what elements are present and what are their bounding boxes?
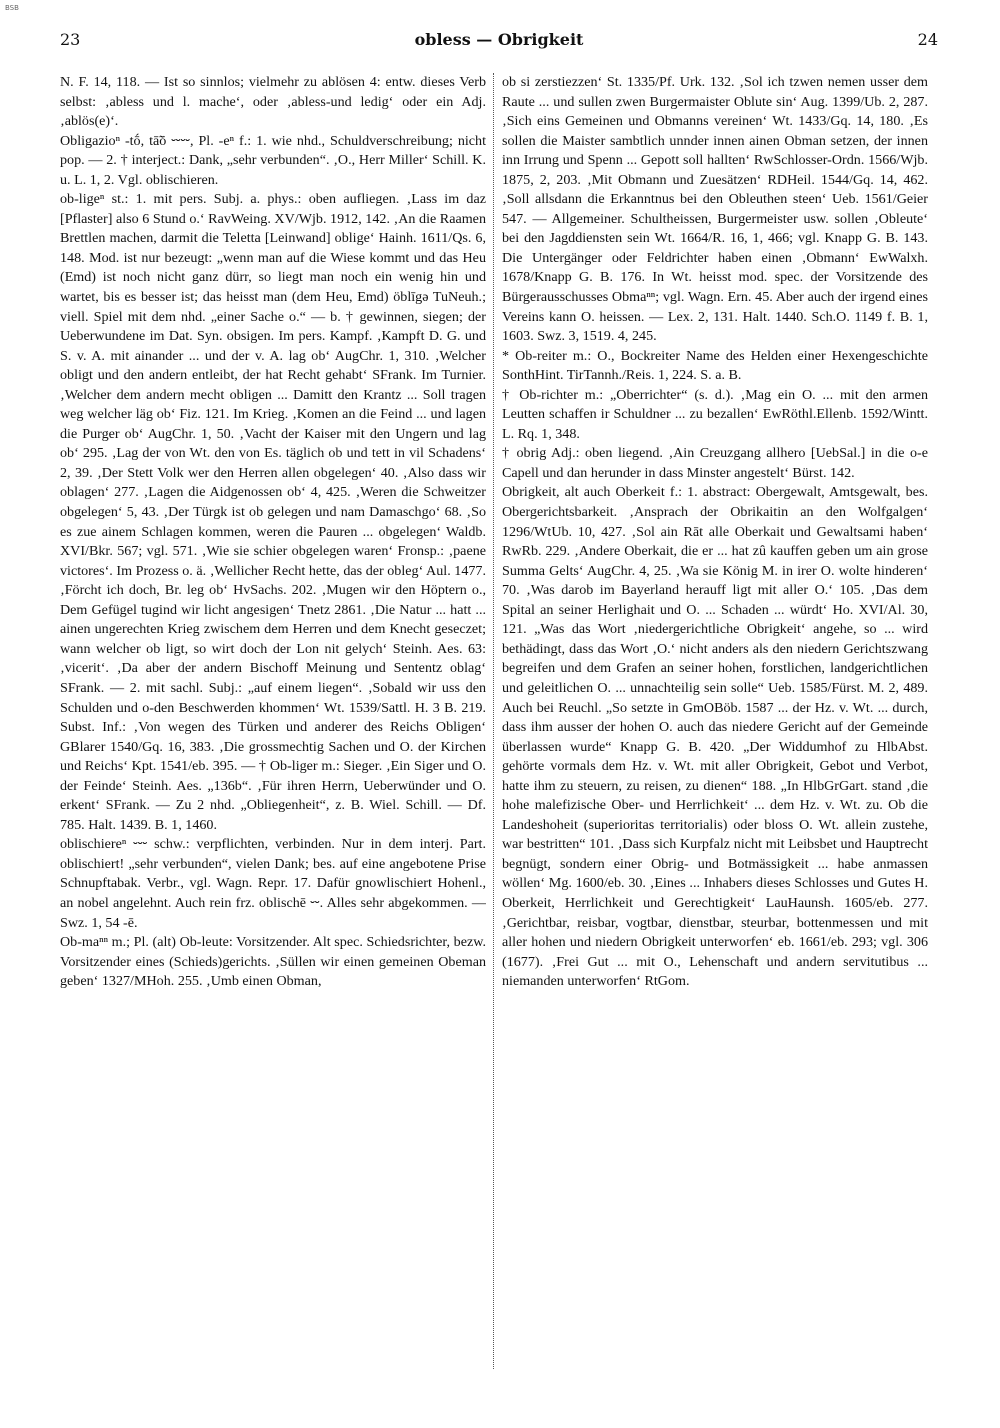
entry-obless-continuation: N. F. 14, 118. — Ist so sinnlos; vielmehr zu ablösen 4: entw. dieses Verb selbst: ‚abless und l. mache‘, oder ‚abless-und ledig‘ oder ein Adj. ‚ablös(e)‘.	[60, 74, 486, 130]
entry-ob-mann: Ob-maⁿⁿ m.; Pl. (alt) Ob-leute: Vorsitzender. Alt spec. Schiedsrichter, bezw. Vorsitzender eines (Schieds)gerichts. ‚Süllen wir einen gemeinen Obeman geben‘ 1327/MHoh. 255. ‚Umb einen Obman,	[60, 934, 486, 990]
page-header	[60, 30, 938, 54]
entry-obrigkeit: Obrigkeit, alt auch Oberkeit f.: 1. abstract: Obergewalt, Amtsgewalt, bes. Obergerichtsbarkeit. ‚Ansprach der Obrikaitin an den Wolfgalgen‘ 1296/WtUb. 10, 427. ‚Sol ain Rāt alle Oberkait und Gewaltsami haben‘ RwRb. 229. ‚Andere Oberkait, die er ... hat zû kauffen geben um ain grose Summa Gelts‘ AugChr. 4, 25. ‚Wa sie König M. in irer O. wolte hinderen‘ 70. ‚Was darob im Bayerland herauff ligt mit aller O.‘ 105. ‚Das dem Spital an seiner Herlighait und O. ... Schaden ... würdt‘ Ho. XVI/Al. 30, 121. „Was das Wort ‚niedergerichtliche Obrigkeit‘ angehe, so ... wird bethädingt, dass das Wort ‚O.‘ nicht anders als den niedern Gerichtszwang begreifen und dem Grafen an seiner hohen, forstlichen, landgerichtlichen und geleitlichen O. ... unnachteilig sein solle“ Ueb. 1585/Fürst. M. 2, 489. Auch bei Reuchl. „So setzte in GmOBöb. 1587 ... der Hz. v. Wt. ... durch, dass ihm ausser der hohen O. auch das niedere Gericht auf der Gemeinde überlassen wurde“ Knapp G. B. 420. „Der Widdumhof zu HlbAbst. gehörte vormals dem Hz. v. Wt. mit aller Obrigkeit, Gebot und Verbot, hatte ihm zu steuern, zu reisen, zu dienen“ 188. „In HlbGrGart. stand ‚die hohe malefizische Ober- und Herrlichkeit‘ ... dem Hz. v. Wt. zu. Ob die Landeshoheit (superioritas territorialis) oder bloss O. Wt. allein zustehe, war bestritten“ 101. ‚Dass sich Kurpfalz nicht mit Leibsbet und Hauptrecht begnügt, sondern einer Obrig- und Botmässigkeit ... habe anmassen wöllen‘ Mg. 1600/eb. 30. ‚Eines ... Inhabers dieses Schlosses und Gutes H. Oberkeit, Herrlichkeit und Gerechtigkeit‘ LauHaunsh. 1605/eb. 277. ‚Gerichtbar, reisbar, vogtbar, dienstbar, steurbar, bottenmessen und mit aller hohen und niedern Obrigkeit unterworfen‘ eb. 1661/eb. 293; vgl. 306 (1677). ‚Frei Gut ... mit O., Lehenschaft und andern servitutibus ... niemanden unterworfen‘ RtGom.	[502, 484, 928, 990]
left-column	[60, 73, 486, 1369]
entry-ob-ligen: ob-ligeⁿ st.: 1. mit pers. Subj. a. phys.: oben aufliegen. ‚Lass im daz [Pflaster] also 6 Stund o.‘ RavWeing. XV/Wjb. 1912, 142. ‚An die Raamen Brettlen machen, darmit die Teletta [Leinwand] oblige‘ Hainh. 1611/Qs. 6, 148. Mod. ist nur bezeugt: „wenn man auf die Wiese kommt und das Heu (Emd) ist noch nicht ganz dürr, so liegt man noch ein wenig hin und wartet, bis es besser ist; das heisst man (dem Heu, Emd) öblīgə TuNeuh.; viell. Spiel mit dem nhd. „einer Sache o.“ — b. † gewinnen, siegen; der Ueberwundene im Dat. Syn. obsigen. Im pers. Kampf. ‚Kampft D. G. und S. v. A. mit ainander ... und der v. A. lag ob‘ AugChr. 1, 310. ‚Welcher obligt und den andern entleibt, der hat Recht gehabt‘ SFrank. Im Turnier. ‚Welcher dem andern mecht obligen ... Damitt den Krantz ... Soll tragen weg welcher läg ob‘ Fiz. 121. Im Krieg. ‚Komen an die Feind ... und lagen die Purger ob‘ AugChr. 1, 50. ‚Vacht der Kaiser mit den Ungern und lag ob‘ 295. ‚Lag der von Wt. den von Es. täglich ob und tett in vil Schadens‘ 2, 39. ‚Der Stett Volk wer den Herren allen obgelegen‘ 40. ‚Also dass wir oblagen‘ 277. ‚Lagen die Aidgenossen ob‘ 4, 425. ‚Weren die Schweitzer obgelegen‘ 5, 43. ‚Der Türgk ist ob gelegen und nam Damaschgo‘ 68. ‚So es zue ainem Schlagen kommen, weren die Pauren ... obgelegen‘ Waldb. XVI/Bkr. 567; vgl. 571. ‚Wie sie schier obgelegen waren‘ Fronsp.: ‚paene victores‘. Im Prozess o. ä. ‚Wellicher Recht hette, das der obleg‘ Aul. 1477. ‚Förcht ich doch, Br. leg ob‘ HvSachs. 202. ‚Mugen wir den Höptern o., Dem Gefügel tugind wir licht angesigen‘ Tnetz 2861. ‚Die Natur ... hatt ... ainen ungerechten Krieg zwischem dem Herren und dem Knecht geseczet; wann welcher ob ligt, so wirt doch der Lon nit gelych‘ Steinh. Aes. 63: ‚vicerit‘. ‚Da aber der andern Bischoff Meinung und Sententz oblag‘ SFrank. — 2. mit sachl. Subj.: „auf einem liegen“. ‚Sobald wir uss den Schulden und o-den Beschwerden khommen‘ Wt. 1539/Sattl. H. 3 B. 219. Subst. Inf.: ‚Von wegen des Türken und anderer des Reichs Obligen‘ GBlarer 1540/Gq. 16, 383. ‚Die grossmechtig Sachen und O. der Kirchen und Reichs‘ Kpt. 1541/eb. 395. — † Ob-liger m.: Sieger. ‚Ein Siger und O. der Feinde‘ Steinh. Aes. „136b“. ‚Für ihren Herrn, Ueberwünder und O. erkent‘ SFrank. — Zu 2 nhd. „Obliegenheit“, z. B. Wiel. Schill. — Df. 785. Halt. 1439. B. 1, 1460.	[60, 191, 486, 833]
entry-obligazion: Obligazioⁿ -tṓ, tā̃ō ⏑⏑⏑⏑, Pl. -eⁿ f.: 1. wie nhd., Schuldverschreibung; nicht pop. — 2. † interject.: Dank, „sehr verbunden“. ‚O., Herr Miller‘ Schill. K. u. L. 1, 2. Vgl. oblischieren.	[60, 132, 486, 188]
entry-obrig: † obrig Adj.: oben liegend. ‚Ain Creuzgang allhero [UebSal.] in die o-e Capell und dan herunder in dass Minster angestelt‘ Bürst. 142.	[502, 445, 928, 481]
right-page-number: 24	[917, 30, 938, 49]
entry-oblischieren: oblischiereⁿ ⏑⏑⏑ schw.: verpflichten, verbinden. Nur in dem interj. Part. oblischiert! „sehr verbunden“, vielen Dank; bes. auf eine angebotene Prise Schnupftabak. Verbr., vgl. Wagn. Repr. 17. Dafür gnowlischiert Hohenl., an nobel angelehnt. Auch rein frz. oblischē ⏑⏑. Alles sehr abgekommen. — Swz. 1, 54 -ē.	[60, 836, 486, 931]
entry-ob-richter: † Ob-richter m.: „Oberrichter“ (s. d.). ‚Mag ein O. ... mit den armen Leutten schaffen ir Schuldner ... zu bezallen‘ EwRöthl.Ellenb. 1592/Wintt. L. Rq. 1, 348.	[502, 386, 928, 442]
library-marker: BSB	[5, 4, 19, 12]
running-title: obless — Obrigkeit	[414, 30, 584, 49]
column-divider	[493, 73, 494, 1369]
entry-ob-reiter: * Ob-reiter m.: O., Bockreiter Name des Helden einer Hexengeschichte SonthHint. TirTannh./Reis. 1, 224. S. a. B.	[502, 347, 928, 384]
right-column	[502, 73, 928, 1369]
left-page-number: 23	[60, 30, 81, 49]
entry-ob-mann-continuation: ob si zerstiezzen‘ St. 1335/Pf. Urk. 132. ‚Sol ich tzwen nemen usser dem Raute ... und sullen zwen Burgermaister Oblute sin‘ Aug. 1399/Ub. 2, 287. ‚Sich eins Gemeinen und Obmanns vereinen‘ Wt. 1433/Gq. 14, 180. ‚Es sollen die Maister sambtlich unnder innen ainen Obman setzen, der innen inn Irrung und Spenn ... Gepott soll hallten‘ RwSchlosser-Ordn. 1566/Wjb. 1875, 2, 203. ‚Mit Obmann und Zuesätzen‘ RDHeil. 1544/Gq. 14, 462. ‚Soll allsdann die Erkanntnus bei den Obleuthen steen‘ Ueb. 1561/Geier 547. — Allgemeiner. Schultheissen, Burgermeister usw. sollen ‚Obleute‘ bei den Jagddiensten sein Wt. 1664/R. 16, 1, 466; vgl. Knapp G. B. 143. Die Untergänger oder Feldrichter haben einen ‚Obmann‘ EwWalxh. 1678/Knapp G. B. 176. In Wt. heisst mod. spec. der Vorsitzende des Bürgerausschusses Obmaⁿⁿ; vgl. Wagn. Ern. 45. Aber auch der irgend eines Vereins kann O. heissen. — Lex. 2, 131. Halt. 1440. Sch.O. 1149 f. B. 1, 1603. Swz. 3, 1519. 4, 245.	[502, 74, 928, 345]
